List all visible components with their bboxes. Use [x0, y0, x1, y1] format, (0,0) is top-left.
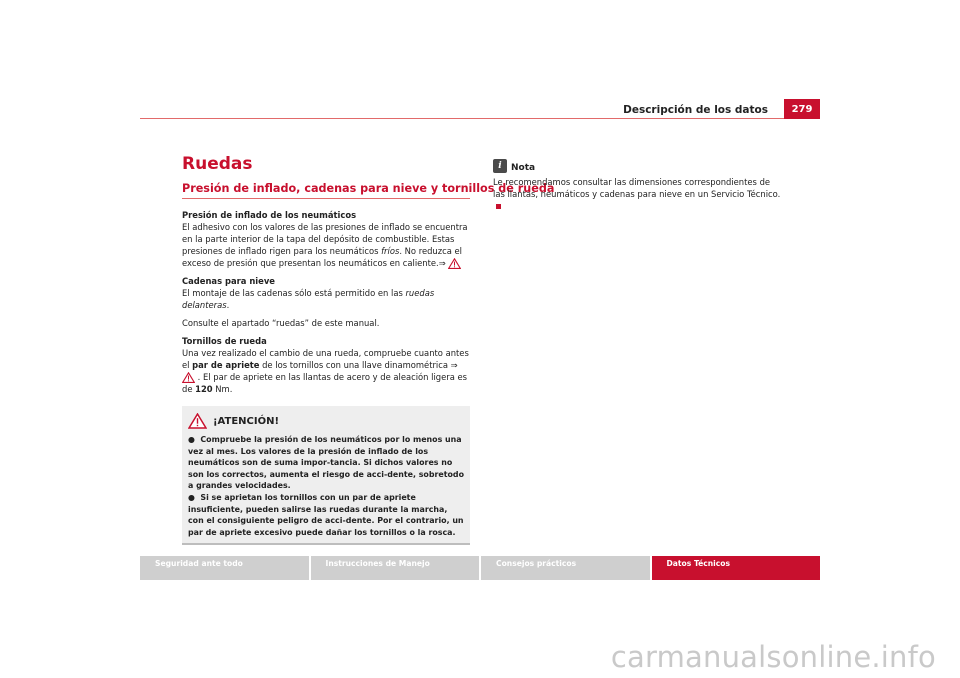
warning-triangle-icon[interactable]: [448, 258, 461, 269]
info-note-icon: i: [493, 159, 507, 173]
warning-item: ● Compruebe la presión de los neumáticos por lo menos una vez al mes. Los valores de la presión de inflado de los neumáticos son de suma impor-tancia. Si dichos valores no son los correctos, aumenta el riesgo de acci-dente, sobretodo a grandes velocidades.: [188, 435, 464, 491]
note-title: Nota: [511, 163, 536, 173]
section-title: Ruedas: [182, 154, 253, 174]
snow-chains-heading: Cadenas para nieve: [182, 276, 275, 286]
header-divider: [140, 118, 820, 119]
watermark: carmanualsonline.info: [610, 640, 936, 674]
warning-header: [188, 413, 464, 429]
warning-triangle-icon: [188, 413, 207, 429]
warning-title: ¡ATENCIÓN!: [213, 415, 280, 427]
tire-pressure-paragraph: El adhesivo con los valores de las presiones de inflado se encuentra en la parte interior de la tapa del depósito de combustible. Estas presiones de inflado rigen para los neumáticos fríos. No reduzca el exceso de presión que presentan los neumáticos en caliente.⇒: [182, 222, 468, 268]
footer-navigation: [140, 556, 820, 580]
note-text: Le recomendamos consultar las dimensiones correspondientes de las llantas, neumáticos y cadenas para nieve en un Servicio Técnico.: [493, 176, 783, 212]
bullet-icon: ●: [188, 492, 201, 502]
right-column: [493, 159, 783, 212]
warning-triangle-icon[interactable]: [182, 372, 195, 383]
footer-tab-consejos[interactable]: Consejos prácticos: [481, 556, 650, 580]
end-square-icon: [496, 204, 501, 209]
note-header: [493, 159, 783, 173]
page-header-title: Descripción de los datos: [623, 104, 768, 116]
snow-chains-paragraph: El montaje de las cadenas sólo está permitido en las ruedas delanteras.: [182, 288, 435, 310]
warning-item: ● Si se aprietan los tornillos con un par de apriete insuficiente, pueden salirse las ruedas durante la marcha, con el consiguiente peligro de acci-dente. Por el contrario, un par de apriete excesivo puede dañar los tornillos o la rosca.: [188, 492, 464, 537]
page-number: 279: [784, 99, 820, 119]
wheel-bolts-paragraph: Una vez realizado el cambio de una rueda, compruebe cuanto antes el par de apriete de los tornillos con una llave dinamométrica ⇒ . El par de apriete en las llantas de acero y de aleación ligera es de 120 Nm.: [182, 348, 469, 394]
wheel-bolts-heading: Tornillos de rueda: [182, 336, 267, 346]
footer-tab-instrucciones[interactable]: Instrucciones de Manejo: [311, 556, 480, 580]
snow-chains-reference: Consulte el apartado “ruedas” de este manual.: [182, 318, 380, 328]
tire-pressure-heading: Presión de inflado de los neumáticos: [182, 210, 357, 220]
subsection-title: Presión de inflado, cadenas para nieve y tornillos de rueda: [182, 182, 470, 199]
warning-box: [182, 406, 470, 545]
footer-tab-seguridad[interactable]: Seguridad ante todo: [140, 556, 309, 580]
footer-tab-datos-tecnicos[interactable]: Datos Técnicos: [652, 556, 821, 580]
bullet-icon: ●: [188, 435, 201, 444]
